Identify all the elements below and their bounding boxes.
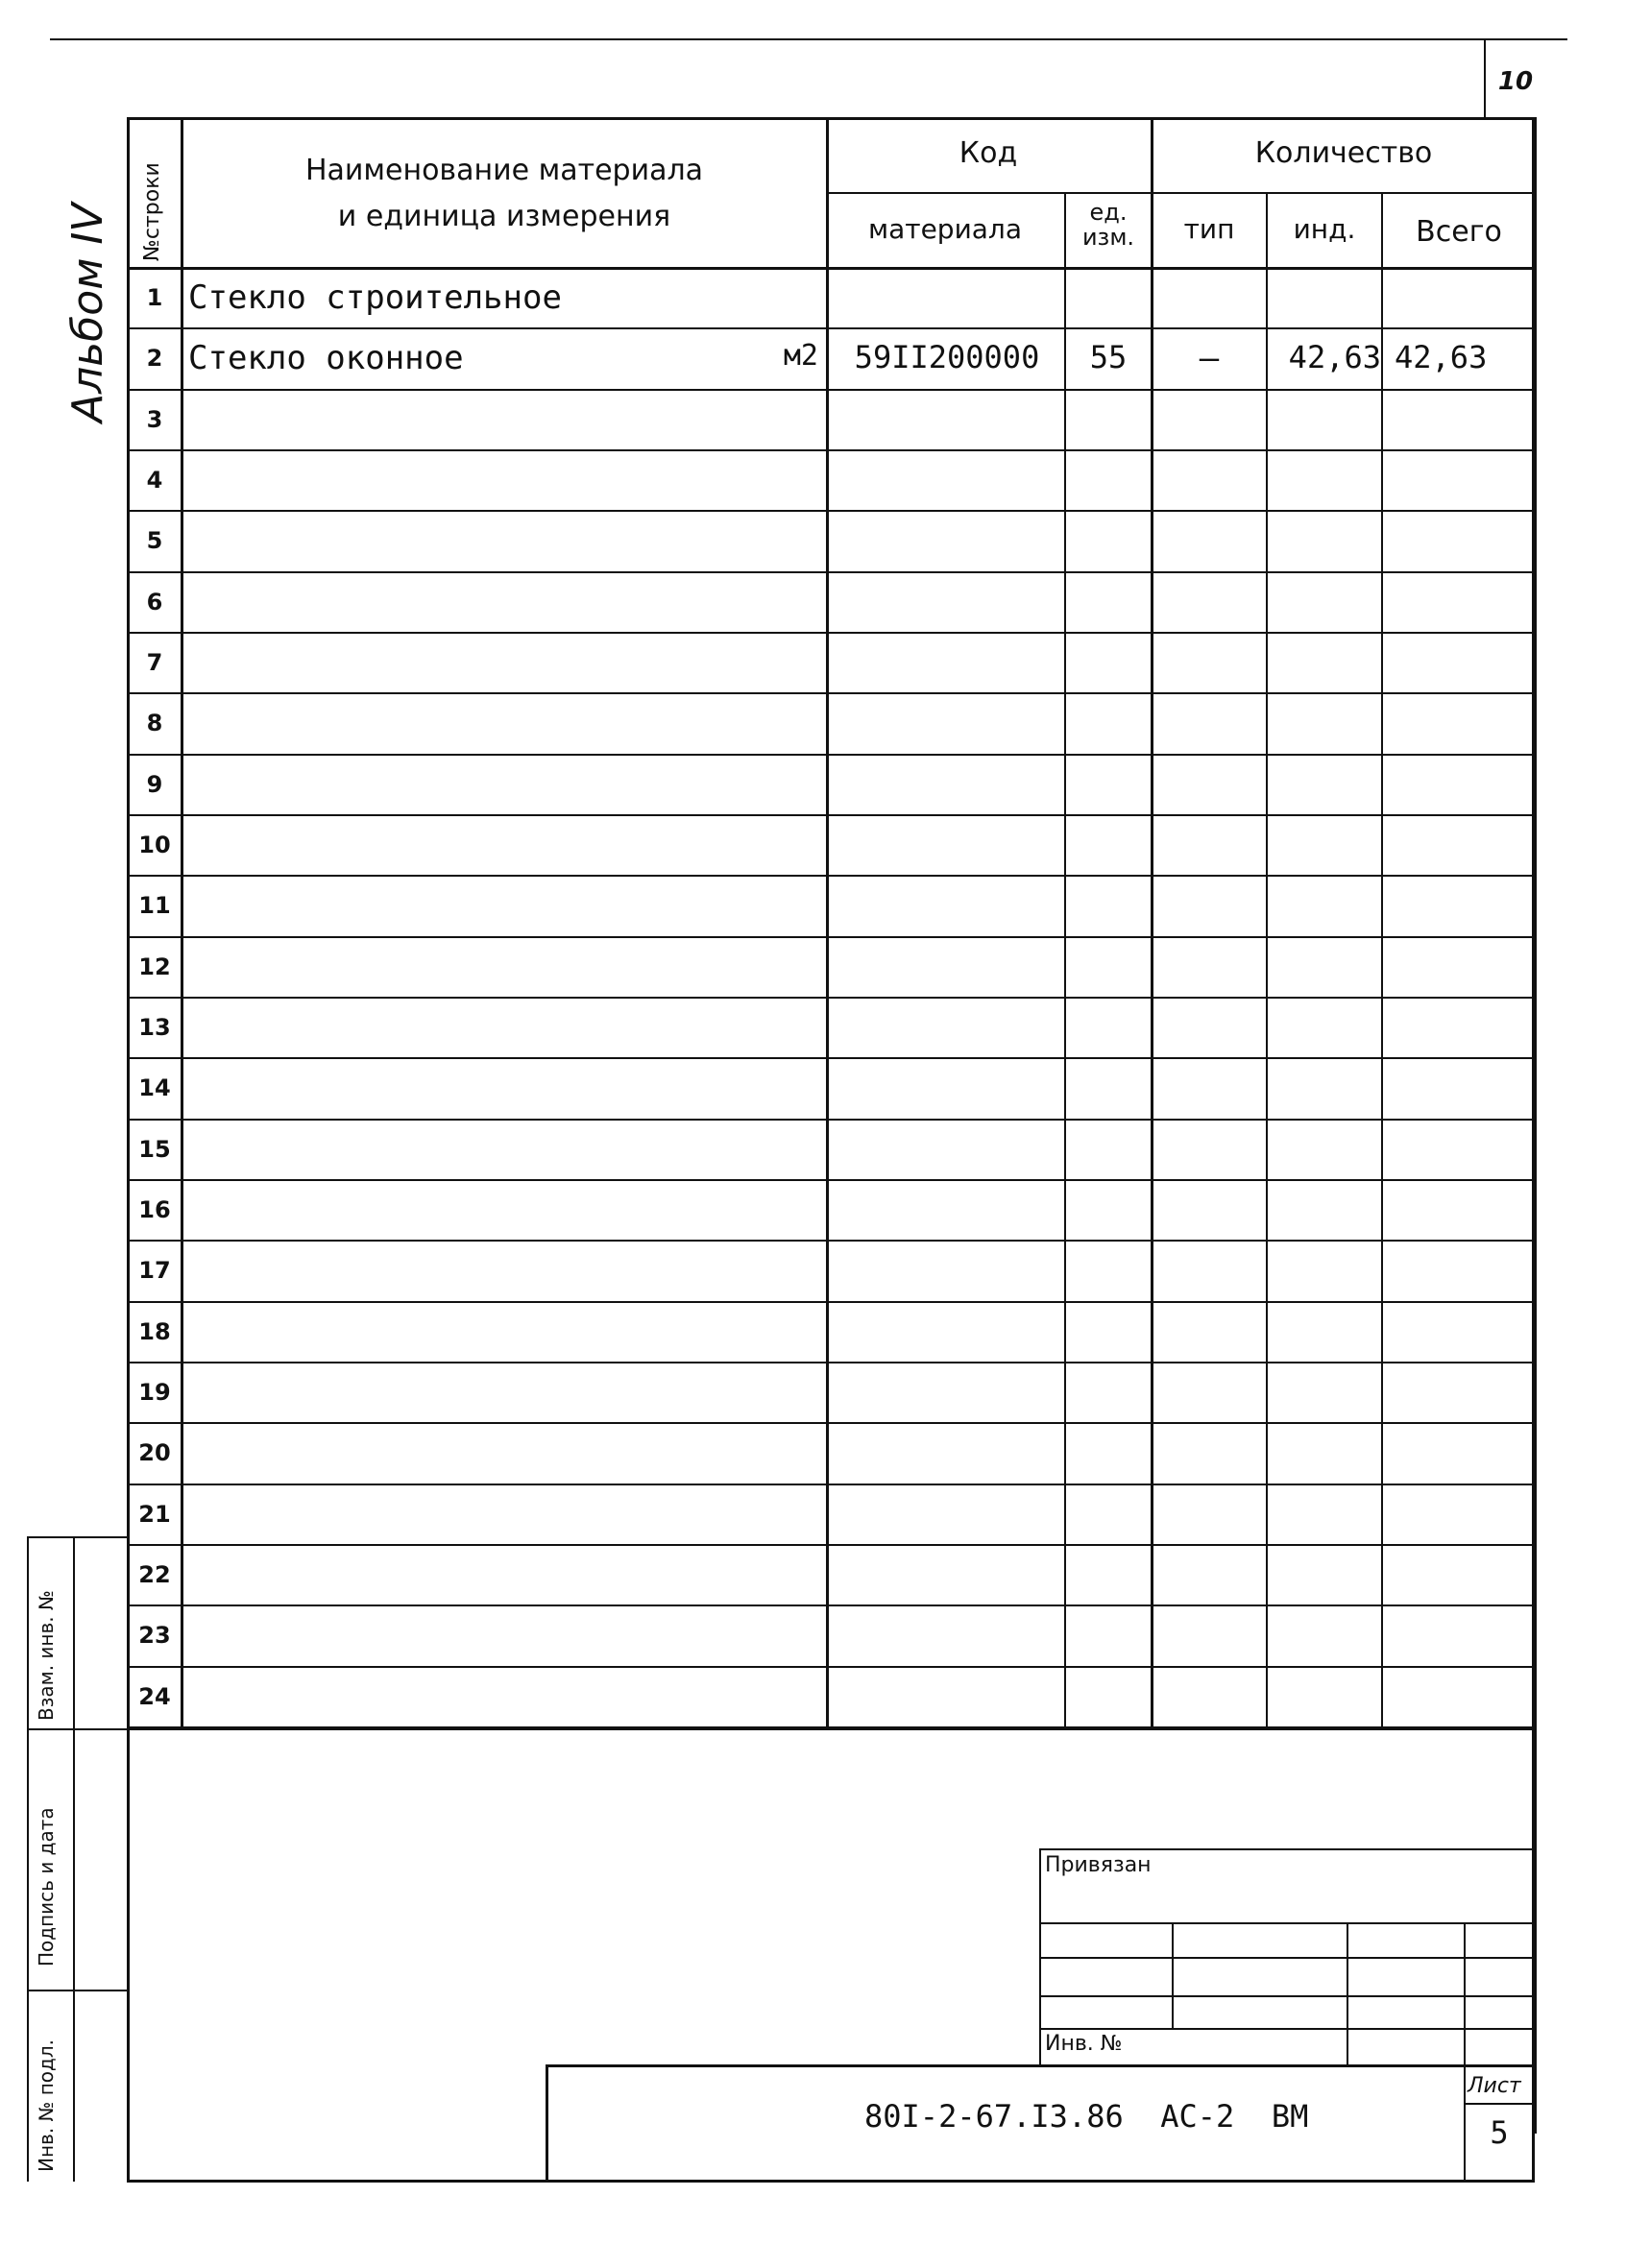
table-row bbox=[127, 1606, 1535, 1667]
row-number: 17 bbox=[138, 1257, 171, 1285]
table-row bbox=[127, 329, 1535, 390]
replace-inv-label: Взам. инв. № bbox=[35, 1590, 58, 1721]
qty-total-header: Всего bbox=[1416, 215, 1502, 249]
qty-group-header: Количество bbox=[1254, 136, 1433, 170]
sheet-label: Лист bbox=[1468, 2074, 1521, 2098]
table-row bbox=[127, 816, 1535, 877]
document-designation: 80I-2-67.I3.86 АС-2 ВМ bbox=[864, 2098, 1309, 2135]
designation-top-line bbox=[546, 2064, 1535, 2067]
row-number: 18 bbox=[138, 1317, 171, 1345]
name-header-line2: и единица измерения bbox=[337, 200, 671, 233]
row-number: 5 bbox=[146, 527, 163, 555]
table-row bbox=[127, 391, 1535, 451]
table-row bbox=[127, 1668, 1535, 1728]
table-row bbox=[127, 1303, 1535, 1363]
margin-outer-line bbox=[27, 1536, 29, 2182]
row-number: 13 bbox=[138, 1013, 171, 1041]
material-unit: м2 bbox=[783, 339, 818, 374]
stamp-line-4 bbox=[1039, 2028, 1535, 2030]
row-number: 10 bbox=[138, 831, 171, 858]
table-row bbox=[127, 877, 1535, 937]
table-row bbox=[127, 999, 1535, 1059]
table-row bbox=[127, 269, 1535, 329]
material-code: 59II200000 bbox=[854, 339, 1040, 376]
row-number: 3 bbox=[146, 405, 163, 433]
table-row bbox=[127, 634, 1535, 694]
row-no-header: №строки bbox=[140, 162, 164, 261]
row-number: 15 bbox=[138, 1135, 171, 1163]
unit-code: 55 bbox=[1089, 339, 1128, 376]
sheet-bottom-border bbox=[127, 2180, 1535, 2183]
row-number: 14 bbox=[138, 1074, 171, 1102]
row-number: 12 bbox=[138, 953, 171, 980]
code-unit-header: ед. изм. bbox=[1081, 199, 1135, 251]
row-number: 16 bbox=[138, 1195, 171, 1223]
table-row bbox=[127, 1242, 1535, 1302]
stamp-inv-no-label: Инв. № bbox=[1045, 2032, 1123, 2056]
stamp-col-2 bbox=[1347, 1922, 1348, 2064]
material-name: Стекло строительное bbox=[188, 278, 562, 317]
name-header-line1: Наименование материала bbox=[304, 154, 704, 187]
page-number: 10 bbox=[1497, 67, 1534, 96]
margin-line-1 bbox=[27, 1728, 127, 1730]
sheet-divider bbox=[1464, 2103, 1535, 2105]
row-number: 20 bbox=[138, 1439, 171, 1467]
signature-date-label: Подпись и дата bbox=[35, 1807, 58, 1966]
stamp-top-line bbox=[1039, 1848, 1535, 1850]
margin-top-line bbox=[27, 1536, 127, 1538]
stamp-line-2 bbox=[1039, 1957, 1535, 1959]
qty-type: – bbox=[1199, 339, 1220, 378]
table-row bbox=[127, 512, 1535, 572]
table-row bbox=[127, 694, 1535, 755]
qty-total: 42,63 bbox=[1395, 339, 1488, 376]
row-number: 11 bbox=[138, 892, 171, 920]
margin-line-2 bbox=[27, 1990, 127, 1991]
row-number: 19 bbox=[138, 1378, 171, 1406]
stamp-linked-label: Привязан bbox=[1045, 1853, 1152, 1877]
row-number: 1 bbox=[146, 284, 163, 311]
row-number: 8 bbox=[146, 710, 163, 737]
table-bottom-border bbox=[127, 1728, 1535, 1730]
table-row bbox=[127, 451, 1535, 512]
sheet-top-border bbox=[50, 38, 1567, 40]
material-name: Стекло оконное bbox=[188, 339, 464, 378]
row-number: 21 bbox=[138, 1500, 171, 1528]
qty-ind-header: инд. bbox=[1293, 213, 1356, 245]
row-number: 4 bbox=[146, 466, 163, 494]
table-row bbox=[127, 1424, 1535, 1484]
header-subdivider bbox=[826, 192, 1535, 194]
margin-inner-line bbox=[73, 1536, 75, 2182]
row-number: 9 bbox=[146, 770, 163, 798]
qty-ind: 42,63 bbox=[1288, 339, 1381, 376]
designation-left-border bbox=[546, 2064, 548, 2182]
row-number: 23 bbox=[138, 1622, 171, 1650]
sheet-right-border bbox=[1535, 117, 1537, 2134]
stamp-line-1 bbox=[1039, 1922, 1535, 1924]
row-number: 22 bbox=[138, 1560, 171, 1588]
table-row bbox=[127, 1485, 1535, 1546]
table-row bbox=[127, 1363, 1535, 1424]
qty-type-header: тип bbox=[1183, 213, 1235, 245]
album-label: Альбом IV bbox=[63, 203, 112, 422]
table-row bbox=[127, 573, 1535, 634]
row-number: 7 bbox=[146, 648, 163, 676]
table-row bbox=[127, 1181, 1535, 1242]
stamp-col-1 bbox=[1172, 1922, 1174, 2028]
table-row bbox=[127, 1059, 1535, 1120]
table-row bbox=[127, 1121, 1535, 1181]
code-group-header: Код bbox=[959, 136, 1018, 170]
table-row bbox=[127, 938, 1535, 999]
orig-inv-label: Инв. № подл. bbox=[35, 2039, 58, 2172]
stamp-line-3 bbox=[1039, 1995, 1535, 1997]
row-number: 2 bbox=[146, 345, 163, 373]
page-number-divider bbox=[1484, 38, 1486, 117]
table-top-border bbox=[127, 117, 1535, 120]
row-number: 24 bbox=[138, 1682, 171, 1710]
table-row bbox=[127, 1546, 1535, 1606]
code-material-header: материала bbox=[867, 213, 1022, 245]
sheet-number: 5 bbox=[1490, 2114, 1509, 2151]
row-number: 6 bbox=[146, 588, 163, 615]
table-row bbox=[127, 756, 1535, 816]
